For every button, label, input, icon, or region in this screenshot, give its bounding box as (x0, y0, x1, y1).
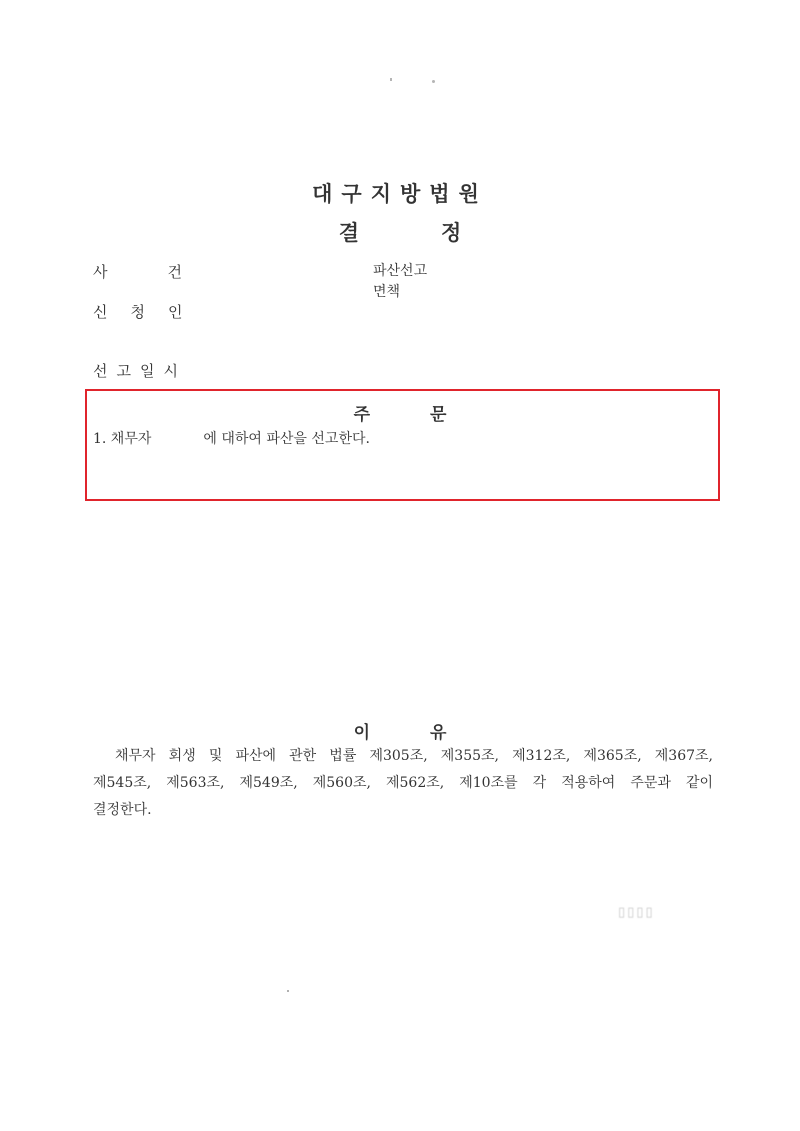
reason-title-char: 이 (353, 723, 370, 743)
case-value-bankruptcy: 파산선고 (373, 263, 428, 279)
order-item-suffix: 에 대하여 파산을 선고한다. (203, 431, 370, 447)
reason-text-line: 채무자 회생 및 파산에 관한 법률 제305조, 제355조, 제312조, 제365조, 제367조, (115, 748, 713, 764)
case-value-discharge: 면책 (373, 284, 401, 300)
reason-text-line: 결정한다. (93, 802, 152, 818)
document-type-char: 결 (338, 221, 359, 245)
document-type-char: 정 (441, 221, 462, 245)
document-type-title (0, 217, 800, 247)
scan-speck (390, 78, 392, 81)
reason-title-char: 유 (430, 723, 447, 743)
scan-speck (432, 80, 435, 83)
case-label: 사건 (93, 263, 242, 281)
order-item-prefix: 1. 채무자 (93, 431, 152, 447)
pronouncement-date-label: 선고일시 (93, 362, 187, 380)
reason-text-line: 제545조, 제563조, 제549조, 제560조, 제562조, 제10조를 각 적용하여 주문과 같이 (93, 775, 713, 791)
scan-speck (287, 990, 289, 992)
applicant-label: 신청인 (93, 303, 206, 321)
court-name: 대구지방법원 (312, 182, 488, 206)
order-title-char: 문 (430, 405, 447, 425)
faint-seal-mark: ▯▯▯▯ (618, 905, 655, 920)
order-title-char: 주 (353, 405, 370, 425)
reason-title (0, 718, 800, 743)
order-item-1 (93, 428, 370, 448)
order-title (0, 400, 800, 425)
